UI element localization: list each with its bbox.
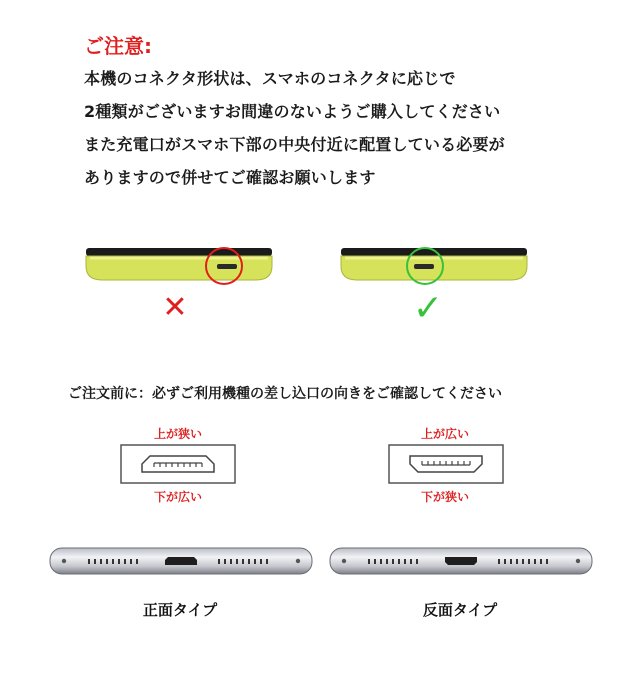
notice-line-2: 2種類がございますお間違のないようご購入してください bbox=[84, 102, 501, 121]
reverse-bottom-label: 下が狭い bbox=[420, 490, 469, 504]
notice-line-3: また充電口がスマホ下部の中央付近に配置している必要が bbox=[84, 135, 505, 154]
notice-line-4: ありますので併せてご確認お願いします bbox=[84, 168, 376, 187]
charging-port bbox=[217, 264, 237, 269]
usb-port-reverse bbox=[445, 557, 477, 565]
reverse-top-label: 上が広い bbox=[420, 427, 469, 441]
phone-bottom-wrong-illustration bbox=[80, 236, 280, 296]
front-type-label: 正面タイプ bbox=[142, 601, 218, 619]
correct-mark-icon: ✓ bbox=[412, 288, 444, 329]
phone-bottom-reverse-type bbox=[328, 545, 594, 577]
reverse-type-label: 反面タイプ bbox=[422, 601, 498, 619]
front-connector-diagram bbox=[120, 444, 236, 484]
reverse-connector-diagram bbox=[388, 444, 504, 484]
phone-bottom-correct-illustration bbox=[335, 236, 535, 296]
phone-bottom-front-type bbox=[48, 545, 314, 577]
front-bottom-label: 下が広い bbox=[153, 490, 202, 504]
front-top-label: 上が狭い bbox=[153, 427, 202, 441]
wrong-mark-icon: ✕ bbox=[162, 290, 188, 325]
notice-line-1: 本機のコネクタ形状は、スマホのコネクタに応じで bbox=[84, 69, 456, 88]
notice-title: ご注意: bbox=[84, 34, 152, 58]
usb-port-front bbox=[165, 557, 197, 565]
charging-port bbox=[414, 264, 434, 269]
instruction-text: ご注文前に：必ずご利用機種の差し込口の向きをご確認してください bbox=[68, 386, 502, 402]
